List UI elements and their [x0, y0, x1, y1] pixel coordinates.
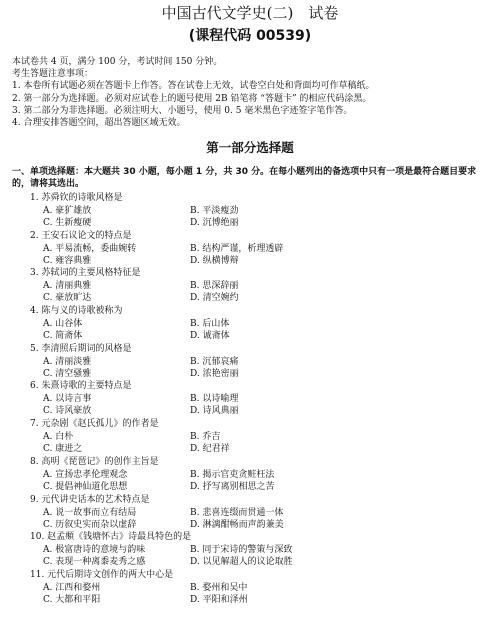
- question-item: [0, 343, 500, 381]
- question-item: [0, 380, 500, 418]
- option-b: B. 揭示官吏贪赃枉法: [190, 469, 275, 480]
- option-b: B. 以诗喻理: [190, 394, 239, 405]
- page-title: 中国古代文学史(二) 试卷: [161, 4, 339, 22]
- question-stem: 9. 元代讲史话本的艺术特点是: [30, 494, 150, 505]
- option-c: C. 诗风豪放: [43, 406, 92, 417]
- question-item: [0, 456, 500, 494]
- question-stem: 11. 元代后期诗文创作的两大中心是: [30, 569, 174, 580]
- option-b: B. 乔吉: [190, 432, 221, 443]
- option-a: A. 平易流畅，委曲婉转: [43, 243, 137, 254]
- option-b: B. 结构严谨，析理透辟: [190, 243, 284, 254]
- option-a: A. 说一故事而立有结局: [43, 507, 137, 518]
- option-d: D. 纪君祥: [190, 444, 230, 455]
- question-stem: 3. 苏轼词的主要风格特征是: [30, 268, 141, 279]
- option-a: A. 清丽典雅: [43, 281, 92, 292]
- option-d: D. 平阳和泽州: [190, 594, 248, 605]
- option-a: A. 白朴: [43, 432, 74, 443]
- option-d: D. 清空婉约: [190, 293, 239, 304]
- question-item: [0, 267, 500, 305]
- info-line: 4. 合理安排答题空间，超出答题区域无效。: [12, 118, 186, 129]
- question-item: [0, 305, 500, 343]
- course-code: (课程代码 00539): [188, 28, 312, 44]
- section-title: 第一部分选择题: [206, 140, 294, 155]
- option-c: C. 雍容典雅: [43, 255, 92, 266]
- option-d: D. 沉博绝丽: [190, 218, 239, 228]
- info-line: 3. 第二部分为非选择题。必须注明大、小题号，使用 0. 5 毫米黑色字迹签字笔作答。: [12, 105, 353, 116]
- option-d: D. 诗风典丽: [190, 406, 239, 417]
- question-stem: 2. 王安石议论文的特点是: [30, 230, 132, 241]
- option-c: C. 康进之: [43, 444, 83, 455]
- option-d: D. 抒写离别相思之苦: [190, 481, 275, 492]
- question-item: [0, 569, 500, 607]
- option-a: A. 江西和婺州: [43, 582, 101, 593]
- option-c: C. 表现一种离黍麦秀之感: [43, 557, 146, 568]
- option-b: B. 平淡瘦劲: [190, 206, 239, 216]
- option-a: A. 以诗言事: [43, 394, 92, 405]
- option-c: C. 生新瘦硬: [43, 218, 92, 228]
- question-item: [0, 418, 500, 456]
- option-a: A. 豪犷雄放: [43, 206, 92, 216]
- option-a: A. 宣扬忠孝伦理观念: [43, 469, 128, 480]
- section-instruction: 一、单项选择题：本大题共 30 小题，每小题 1 分，共 30 分。在每小题列出的备选项中只有一项是最符合题目要求的，请将其选出。: [12, 167, 477, 189]
- question-stem: 1. 苏舜钦的诗歌风格是: [30, 193, 123, 203]
- exam-notes: [12, 56, 374, 129]
- option-b: B. 思深辞丽: [190, 281, 239, 292]
- question-stem: 7. 元杂剧《赵氏孤儿》的作者是: [30, 419, 159, 430]
- question-stem: 10. 赵孟頫《钱塘怀古》诗最具特色的是: [30, 532, 192, 543]
- option-b: B. 沉郁哀痛: [190, 356, 239, 367]
- option-c: C. 大都和平阳: [43, 594, 101, 605]
- info-line: 1. 本卷所有试题必须在答题卡上作答。答在试卷上无效，试卷空白处和背面均可作草稿纸。: [12, 81, 375, 92]
- option-b: B. 婺州和吴中: [190, 582, 248, 593]
- option-a: A. 极富唐诗的意境与韵味: [43, 545, 146, 556]
- option-a: A. 山谷体: [43, 319, 83, 330]
- option-b: B. 同于宋诗的警策与深致: [190, 545, 293, 556]
- option-d: D. 浓艳密丽: [190, 368, 239, 379]
- question-stem: 8. 高明《琵琶记》的创作主旨是: [30, 456, 159, 467]
- option-d: D. 纵横博辩: [190, 255, 239, 266]
- question-item: [0, 494, 500, 532]
- option-d: D. 以见解超人的议论取胜: [190, 557, 293, 568]
- option-d: D. 淋漓酣畅而声韵兼美: [190, 519, 284, 530]
- question-stem: 4. 陈与义的诗歌被称为: [30, 306, 123, 317]
- info-line: 2. 第一部分为选择题。必须对应试卷上的题号使用 2B 铅笔将 “答题卡” 的相应代码涂黑。: [12, 93, 372, 104]
- question-stem: 6. 朱熹诗歌的主要特点是: [30, 381, 132, 392]
- question-list: [0, 192, 500, 607]
- option-c: C. 豪放旷达: [43, 293, 92, 304]
- question-stem: 5. 李清照后期词的风格是: [30, 343, 132, 354]
- question-item: [0, 531, 500, 569]
- option-a: A. 清丽淡雅: [43, 356, 92, 367]
- option-d: D. 诚斋体: [190, 331, 230, 342]
- option-b: B. 悲喜连缀而贯通一体: [190, 507, 284, 518]
- option-c: C. 简斋体: [43, 331, 83, 342]
- option-c: C. 清空骚雅: [43, 368, 92, 379]
- option-c: C. 历叙史实而杂以虚辞: [43, 519, 137, 530]
- info-line: 本试卷共 4 页，满分 100 分，考试时间 150 分钟。: [12, 57, 223, 67]
- question-item: [0, 230, 500, 268]
- question-item: [0, 192, 500, 230]
- option-c: C. 提倡神仙道化思想: [43, 481, 128, 492]
- option-b: B. 后山体: [190, 319, 230, 330]
- info-line: 考生答题注意事项：: [12, 69, 94, 80]
